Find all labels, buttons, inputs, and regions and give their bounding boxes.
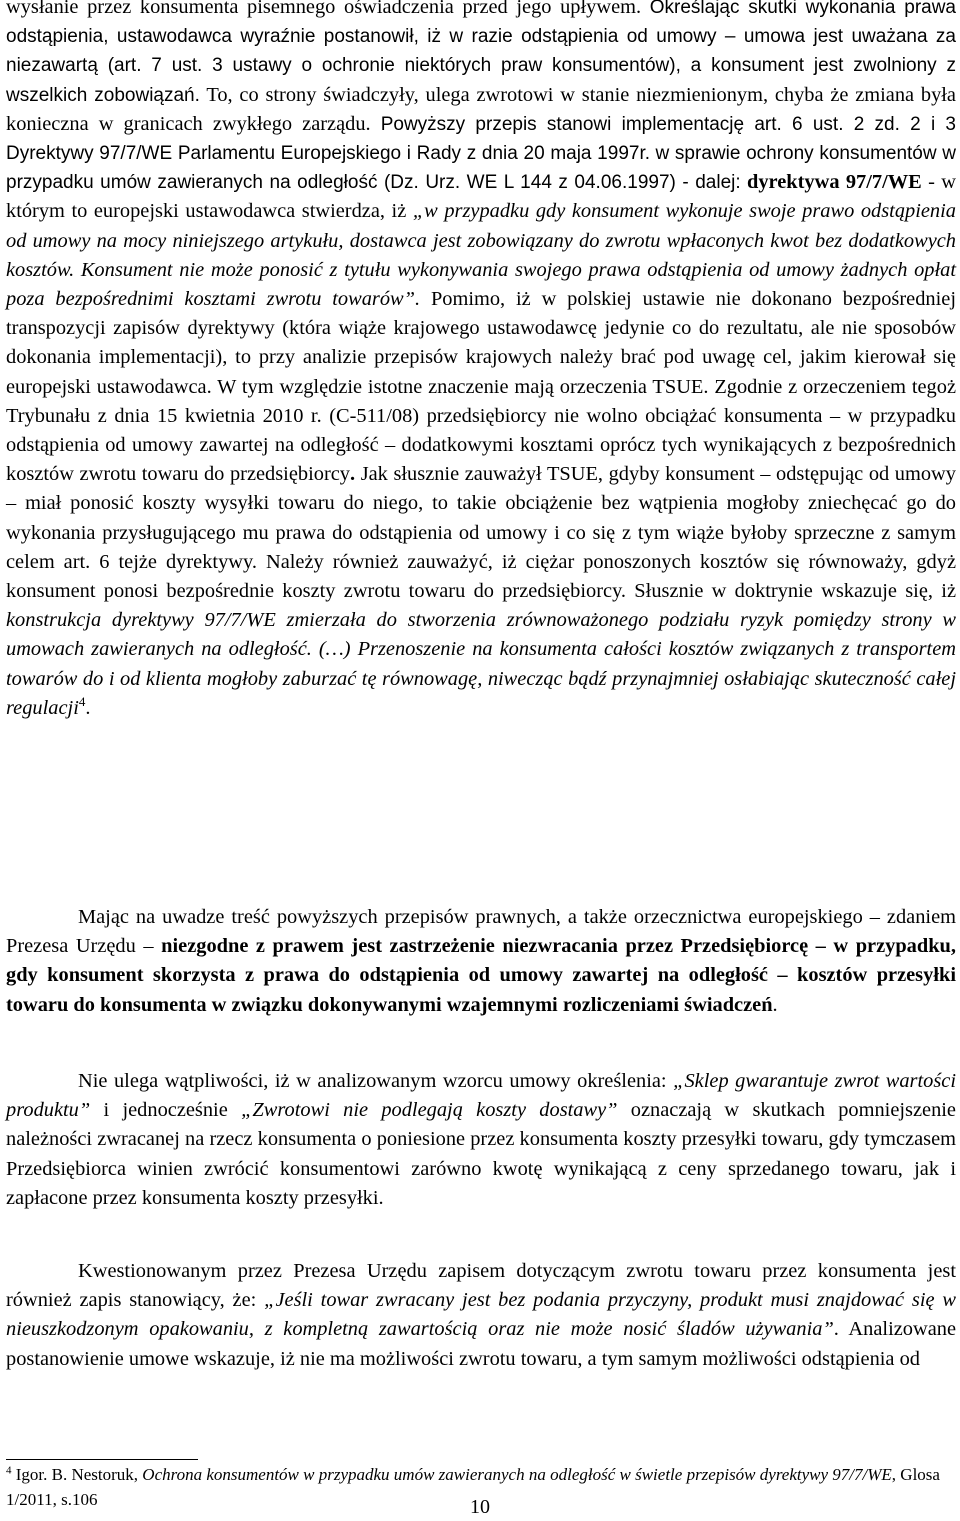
paragraph-consumer-withdrawal	[6, 0, 956, 723]
text-run: To, co strony świadczyły, ulega zwrotowi w stanie niezmienionym, chyba że zmiana była konieczna w granicach zwykłego zarządu.	[6, 83, 956, 135]
text-run: wysłanie przez konsumenta pisemnego oświadczenia przed jego upływem.	[6, 0, 642, 18]
text-run: oznaczają w skutkach pomniejszenie należności zwracanej na rzecz konsumenta o poniesione przez konsumenta koszty przesyłki towaru, gdy tymczasem Przedsiębiorca winien zwrócić konsumentowi zarówno kwotę wynikającą z ceny sprzedanego towaru, jak i zapłacone przez konsumenta koszty przesyłki.	[6, 1099, 956, 1209]
text-run: Nie ulega wątpliwości, iż w analizowanym wzorcu umowy określenia:	[78, 1070, 667, 1092]
text-run: Jak słusznie zauważył TSUE, gdyby konsument – odstępując od umowy – miał ponosić koszty wysyłki towaru do niego, to takie obciążenie bez wątpienia mogłoby zniechęcać go do wykonania przysługującego mu prawa do odstąpienia od umowy i co się z tym wiąże byłoby sprzeczne z samym celem art. 6 tejże dyrektywy. Należy również zauważyć, iż ciężar ponoszonych kosztów się równoważy, gdyż konsument ponosi bezpośrednie koszty zwrotu towaru do przedsiębiorcy. Słusznie w doktrynie wskazuje się, iż	[6, 463, 956, 603]
directive-name: dyrektywa 97/7/WE	[747, 171, 922, 194]
text-run: .	[772, 993, 778, 1016]
page-number: 10	[470, 1496, 490, 1518]
quoted-clause: „Jeśli towar zwracany jest bez podania przyczyny, produkt musi znajdować się w nieuszkodzonym opakowaniu, z kompletną zawartością oraz nie może nosić śladów używania”	[6, 1289, 956, 1341]
text-run: Kwestionowanym przez Prezesa Urzędu zapisem dotyczącym zwrotu towaru przez konsumenta jest również zapis stanowiący, że:	[6, 1260, 956, 1312]
paragraph-conclusion	[6, 903, 956, 1020]
text-run-sans: Powyższy przepis stanowi implementację art. 6 ust. 2 zd. 2 i 3 Dyrektywy 97/7/WE Parlamentu Europejskiego i Rady z dnia 20 maja 1997r.	[6, 113, 956, 165]
text-run: .	[85, 696, 91, 719]
footnote-separator	[6, 1459, 198, 1460]
quoted-term: „Sklep gwarantuje zwrot wartości produktu”	[6, 1070, 956, 1122]
paragraph-contract-terms	[6, 1067, 956, 1213]
text-run-sans: Określając skutki wykonania prawa odstąpienia, ustawodawca wyraźnie postanowił, iż w razie odstąpienia od umowy – umowa jest uważana za niezawartą (art. 7 ust. 3 ustawy o ochronie niektórych praw konsumentów), a konsument jest zwolniony z wszelkich zobowiązań.	[6, 0, 956, 106]
text-run: i jednocześnie	[103, 1099, 228, 1122]
footnote-title: Ochrona konsumentów w przypadku umów zawieranych na odległość w świetle przepisów dyrektywy 97/7/WE	[142, 1465, 892, 1484]
text-run: Pomimo, iż w polskiej ustawie nie dokonano bezpośredniej transpozycji zapisów dyrektywy (która wiąże krajowego ustawodawcę jedynie co do rezultatu, ale nie sposobów dokonania implementacji), to przy analizie przepisów krajowych należy brać pod uwagę cel, jakim kierował się europejski ustawodawca. W tym względzie istotne znaczenie mają orzeczenia TSUE. Zgodnie z orzeczeniem tegoż Trybunału z dnia 15 kwietnia 2010 r. (C-511/08) przedsiębiorcy nie wolno obciążać konsumenta – w przypadku odstąpienia od umowy zawartej na odległość – dodatkowymi kosztami oprócz tych wynikających z bezpośrednich kosztów zwrotu towaru do przedsiębiorcy	[6, 288, 956, 486]
conclusion-bold: niezgodne z prawem jest zastrzeżenie niezwracania przez Przedsiębiorcę – w przypadku, gdy konsument skorzysta z prawa do odstąpienia od umowy zawartej na odległość – kosztów przesyłki towaru do konsumenta w związku dokonywanymi wzajemnymi rozliczeniami świadczeń	[6, 935, 956, 1016]
document-page	[6, 0, 956, 1521]
paragraph-return-clause	[6, 1257, 956, 1374]
footnote-reference[interactable]: 4	[78, 694, 86, 710]
text-run: - w którym to europejski ustawodawca stwierdza, iż	[6, 171, 956, 223]
quoted-term: „Zwrotowi nie podlegają koszty dostawy”	[241, 1099, 618, 1122]
footnote-source: , Glosa 1/2011, s.106	[6, 1465, 940, 1509]
text-run: Mając na uwadze treść powyższych przepisów prawnych, a także orzecznictwa europejskiego – zdaniem Prezesa Urzędu –	[6, 906, 956, 958]
footnote-marker: 4	[6, 1464, 12, 1477]
bold-period: .	[349, 463, 356, 486]
footnote-author: Igor. B. Nestoruk,	[15, 1465, 139, 1484]
text-run: . Analizowane postanowienie umowe wskazuje, iż nie ma możliwości zwrotu towaru, a tym samym możliwości odstąpienia od	[6, 1318, 956, 1370]
directive-quote: „w przypadku gdy konsument wykonuje swoje prawo odstąpienia od umowy na mocy niniejszego artykułu, dostawca jest zobowiązany do zwrotu wpłaconych kwot bez dodatkowych kosztów. Konsument nie może ponosić z tytułu wykonywania swojego prawa odstąpienia od umowy żadnych opłat poza bezpośrednimi kosztami zwrotu towarów”.	[6, 200, 956, 311]
text-run-sans: w sprawie ochrony konsumentów w przypadku umów zawieranych na odległość (Dz. Urz. WE L 144 z 04.06.1997) - dalej:	[6, 143, 956, 194]
doctrine-quote: konstrukcja dyrektywy 97/7/WE zmierzała do stworzenia zrównoważonego podziału ryzyk pomiędzy strony w umowach zawieranych na odległość. (…) Przenoszenie na konsumenta całości kosztów związanych z transportem towarów do i od klienta mogłoby zaburzać tę równowagę, niwecząc bądź przynajmniej osłabiając skuteczność całej regulacji	[6, 609, 956, 719]
